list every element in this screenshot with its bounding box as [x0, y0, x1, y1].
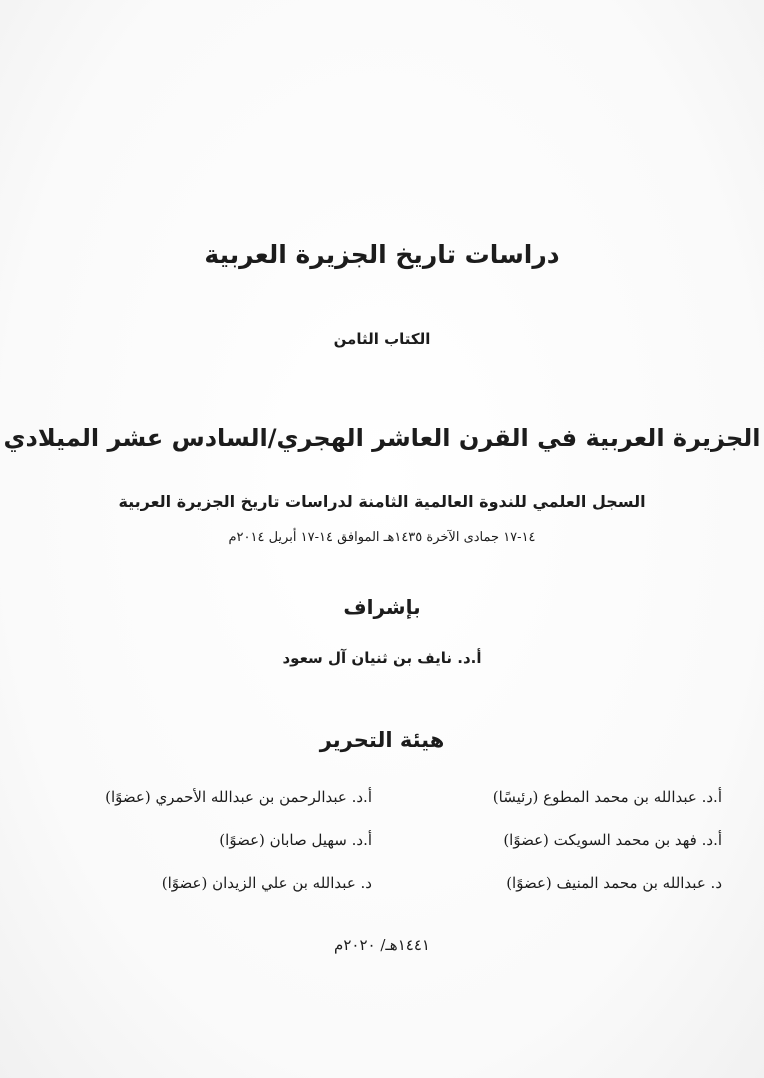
supervision-heading: بإشراف	[343, 595, 421, 619]
publication-year: ١٤٤١هـ/ ٢٠٢٠م	[334, 936, 430, 954]
proceedings-subtitle: السجل العلمي للندوة العالمية الثامنة لدراسات تاريخ الجزيرة العربية	[118, 492, 646, 511]
board-member: أ.د. عبدالله بن محمد المطوع (رئيسًا)	[492, 788, 722, 806]
supervisor-name: أ.د. نايف بن ثنيان آل سعود	[282, 649, 482, 667]
board-member: د. عبدالله بن علي الزيدان (عضوًا)	[161, 874, 372, 892]
editorial-board-left-column	[72, 786, 372, 915]
editorial-board-right-column	[462, 786, 722, 915]
book-number: الكتاب الثامن	[333, 330, 431, 348]
series-title: دراسات تاريخ الجزيرة العربية	[204, 240, 560, 269]
board-member: د. عبدالله بن محمد المنيف (عضوًا)	[506, 874, 722, 892]
board-member: أ.د. عبدالرحمن بن عبدالله الأحمري (عضوًا)	[105, 788, 372, 806]
board-member: أ.د. فهد بن محمد السويكت (عضوًا)	[503, 831, 722, 849]
symposium-dates: ١٤-١٧ جمادى الآخرة ١٤٣٥هـ الموافق ١٤-١٧ أبريل ٢٠١٤م	[228, 530, 536, 545]
editorial-board-heading: هيئة التحرير	[319, 728, 445, 752]
main-title: الجزيرة العربية في القرن العاشر الهجري/السادس عشر الميلادي	[3, 424, 761, 452]
board-member: أ.د. سهيل صابان (عضوًا)	[219, 831, 372, 849]
